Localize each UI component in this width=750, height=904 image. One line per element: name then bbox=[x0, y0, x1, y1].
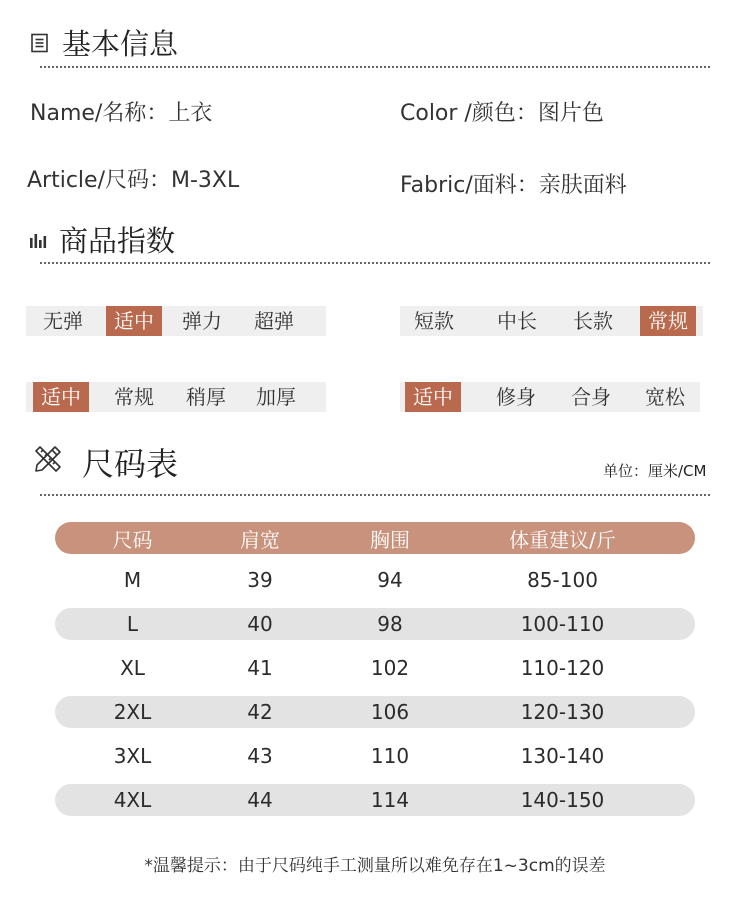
table-row bbox=[55, 564, 695, 596]
basic-info-title: 基本信息 bbox=[62, 27, 179, 61]
fit-scale bbox=[400, 382, 700, 412]
shoulder-cell: 41 bbox=[247, 656, 273, 680]
scale-option: 超弹 bbox=[254, 309, 294, 333]
weight-cell: 85-100 bbox=[527, 568, 598, 592]
header-cell: 体重建议/斤 bbox=[509, 527, 616, 552]
size-cell: M bbox=[123, 568, 142, 592]
elasticity-scale bbox=[26, 306, 326, 336]
size-cell: 2XL bbox=[113, 700, 152, 724]
ruler-pencil-icon bbox=[32, 443, 64, 475]
info-color: Color /颜色：图片色 bbox=[400, 101, 604, 126]
shoulder-cell: 44 bbox=[247, 788, 273, 812]
shoulder-cell: 40 bbox=[247, 612, 273, 636]
scale-option: 短款 bbox=[414, 309, 454, 333]
info-article: Article/尺码：M-3XL bbox=[27, 168, 240, 193]
table-header bbox=[55, 522, 695, 554]
measurement-note: *温馨提示：由于尺码纯手工测量所以难免存在1~3cm的误差 bbox=[144, 856, 606, 876]
header-cell: 胸围 bbox=[370, 527, 410, 552]
table-row bbox=[55, 608, 695, 640]
table-row bbox=[55, 740, 695, 772]
scale-option: 弹力 bbox=[182, 309, 222, 333]
shoulder-cell: 43 bbox=[247, 744, 273, 768]
scale-option-selected: 适中 bbox=[33, 382, 89, 412]
weight-cell: 110-120 bbox=[520, 656, 605, 680]
divider bbox=[40, 66, 710, 68]
size-chart-title: 尺码表 bbox=[82, 445, 179, 483]
scale-option: 合身 bbox=[571, 385, 611, 409]
size-cell: 3XL bbox=[113, 744, 152, 768]
chest-cell: 94 bbox=[377, 568, 403, 592]
product-index-title: 商品指数 bbox=[59, 224, 176, 258]
chest-cell: 106 bbox=[370, 700, 410, 724]
bar-chart-icon bbox=[30, 232, 48, 248]
shoulder-cell: 42 bbox=[247, 700, 273, 724]
header-cell: 尺码 bbox=[112, 527, 153, 552]
size-cell: 4XL bbox=[113, 788, 152, 812]
shoulder-cell: 39 bbox=[247, 568, 273, 592]
weight-cell: 130-140 bbox=[520, 744, 605, 768]
scale-option: 中长 bbox=[497, 309, 537, 333]
chest-cell: 114 bbox=[370, 788, 410, 812]
table-row bbox=[55, 784, 695, 816]
divider bbox=[40, 262, 710, 264]
scale-option: 宽松 bbox=[645, 385, 685, 409]
divider bbox=[40, 494, 710, 496]
info-fabric: Fabric/面料：亲肤面料 bbox=[400, 173, 627, 198]
scale-option: 常规 bbox=[114, 385, 154, 409]
weight-cell: 120-130 bbox=[520, 700, 605, 724]
scale-option-selected: 适中 bbox=[106, 306, 162, 336]
weight-cell: 140-150 bbox=[520, 788, 605, 812]
scale-option: 稍厚 bbox=[186, 385, 226, 409]
chest-cell: 102 bbox=[370, 656, 410, 680]
size-cell: XL bbox=[120, 656, 145, 680]
unit-label: 单位：厘米/CM bbox=[603, 462, 707, 480]
thickness-scale bbox=[26, 382, 326, 412]
table-row bbox=[55, 696, 695, 728]
scale-option: 修身 bbox=[496, 385, 536, 409]
table-row bbox=[55, 652, 695, 684]
list-icon bbox=[30, 33, 50, 53]
chest-cell: 98 bbox=[377, 612, 403, 636]
size-cell: L bbox=[126, 612, 139, 636]
info-name: Name/名称：上衣 bbox=[30, 101, 213, 126]
length-scale bbox=[400, 306, 703, 336]
chest-cell: 110 bbox=[370, 744, 410, 768]
scale-option-selected: 适中 bbox=[405, 382, 461, 412]
scale-option-selected: 常规 bbox=[640, 306, 696, 336]
weight-cell: 100-110 bbox=[520, 612, 605, 636]
scale-option: 无弹 bbox=[43, 309, 83, 333]
scale-option: 加厚 bbox=[256, 385, 296, 409]
header-cell: 肩宽 bbox=[240, 527, 280, 552]
scale-option: 长款 bbox=[573, 309, 613, 333]
